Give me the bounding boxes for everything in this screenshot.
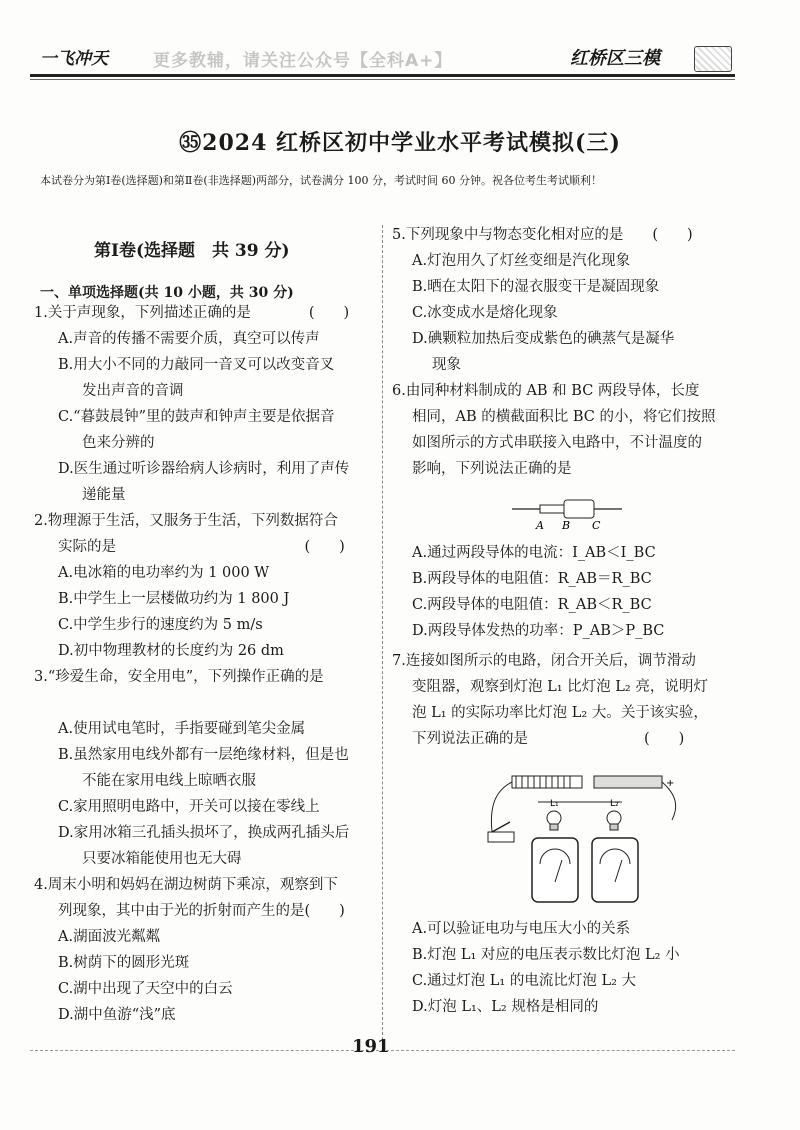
label-c: C [592,519,601,532]
option-line: D.家用冰箱三孔插头损坏了，换成两孔插头后 [58,825,350,841]
option-line: A.湖面波光粼粼 [58,929,161,945]
option-line: C.湖中出现了天空中的白云 [58,981,233,997]
option-line: D.灯泡 L₁、L₂ 规格是相同的 [412,999,599,1015]
option-line: 不能在家用电线上晾晒衣服 [82,773,256,789]
section-title: 第Ⅰ卷(选择题 共 39 分) [94,241,290,261]
option-line: B.虽然家用电线外都有一层绝缘材料，但是也 [58,747,349,763]
question-line: 1.关于声现象，下列描述正确的是 ( ) [34,305,350,321]
label-a: A [536,519,544,532]
question-line: 5.下列现象中与物态变化相对应的是 ( ) [392,227,693,243]
option-line: B.两段导体的电阻值：R_AB＝R_BC [412,571,652,587]
bulb-l1-label: L₁ [550,799,559,809]
label-b: B [562,519,571,532]
option-line: D.碘颗粒加热后变成紫色的碘蒸气是凝华 [412,331,675,347]
question-line: 3.“珍爱生命，安全用电”，下列操作正确的是 [34,669,324,685]
option-line: 递能量 [82,487,126,503]
question-line: 如图所示的方式串联接入电路中，不计温度的 [412,435,702,451]
question-line: 2.物理源于生活，又服务于生活，下列数据符合 [34,513,338,529]
option-line: C.通过灯泡 L₁ 的电流比灯泡 L₂ 大 [412,973,637,989]
brand-logo-text: 一飞冲天 [40,49,108,69]
header-exam-name: 红桥区三模 [570,48,660,69]
option-line: D.初中物理教材的长度约为 26 dm [58,643,284,659]
option-line: A.通过两段导体的电流：I_AB＜I_BC [412,545,656,561]
exam-intro: 本试卷分为第Ⅰ卷(选择题)和第Ⅱ卷(非选择题)两部分，试卷满分 100 分，考试时间 60 分钟。祝各位考生考试顺利！ [40,174,602,187]
option-line: C.两段导体的电阻值：R_AB＜R_BC [412,597,652,613]
question-line: 列现象，其中由于光的折射而产生的是( ) [58,903,345,919]
option-line: B.灯泡 L₁ 对应的电压表示数比灯泡 L₂ 小 [412,947,680,963]
option-line: A.可以验证电功与电压大小的关系 [412,921,631,937]
option-line: A.电冰箱的电功率约为 1 000 W [58,565,270,581]
option-line: C.中学生步行的速度约为 5 m/s [58,617,263,633]
question-line: 7.连接如图所示的电路，闭合开关后，调节滑动 [392,653,696,669]
right-column-top [392,222,742,492]
option-line: A.灯泡用久了灯丝变细是汽化现象 [412,253,631,269]
option-line: C.冰变成水是熔化现象 [412,305,558,321]
question-line: 实际的是 ( ) [58,539,345,555]
page-number: 191 [352,1036,390,1057]
option-line: D.湖中鱼游“浅”底 [58,1007,176,1023]
battery-plus-label: + [666,778,675,789]
question-line: 6.由同种材料制成的 AB 和 BC 两段导体，长度 [392,383,700,399]
option-line: B.晒在太阳下的湿衣服变干是凝固现象 [412,279,660,295]
option-line: B.树荫下的圆形光斑 [58,955,190,971]
option-line: A.使用试电笔时，手指要碰到笔尖金属 [58,721,306,737]
option-line: 现象 [432,357,461,373]
header-advert: 更多教辅，请关注公众号【全科A+】 [153,51,453,71]
page-title: ㉟2024 红桥区初中学业水平考试模拟(三) [179,130,621,156]
bulb-l2-label: L₂ [610,799,619,809]
header-stamp-icon [694,46,732,72]
question-line: 泡 L₁ 的实际功率比灯泡 L₂ 大。关于该实验， [412,705,708,721]
question-line: 4.周末小明和妈妈在湖边树荫下乘凉，观察到下 [34,877,338,893]
option-line: B.用大小不同的力敲同一音叉可以改变音叉 [58,357,335,373]
option-line: 只要冰箱能使用也无大碍 [82,851,242,867]
option-line: A.声音的传播不需要介质，真空可以传声 [58,331,320,347]
option-line: D.医生通过听诊器给病人诊病时，利用了声传 [58,461,350,477]
header-rule-thin [30,79,735,80]
header-rule [30,74,735,77]
question-line: 相同，AB 的横截面积比 BC 的小，将它们按照 [412,409,716,425]
right-column-mid [392,540,742,750]
circuit-figure [482,772,682,908]
option-line: B.中学生上一层楼做功约为 1 800 J [58,591,290,607]
conductor-figure [510,496,630,532]
part-heading: 一、单项选择题(共 10 小题，共 30 分) [40,285,294,301]
option-line: 发出声音的音调 [82,383,184,399]
option-line: 色来分辨的 [82,435,155,451]
left-column [34,300,379,1040]
option-line: D.两段导体发热的功率：P_AB＞P_BC [412,623,665,639]
option-line: C.“暮鼓晨钟”里的鼓声和钟声主要是依据音 [58,409,335,425]
question-line: 变阻器，观察到灯泡 L₁ 比灯泡 L₂ 亮，说明灯 [412,679,708,695]
question-line: 影响，下列说法正确的是 [412,461,572,477]
right-column-bottom [392,916,742,1026]
question-line: 下列说法正确的是 ( ) [412,731,685,747]
option-line: C.家用照明电路中，开关可以接在零线上 [58,799,320,815]
column-divider [382,225,383,1045]
